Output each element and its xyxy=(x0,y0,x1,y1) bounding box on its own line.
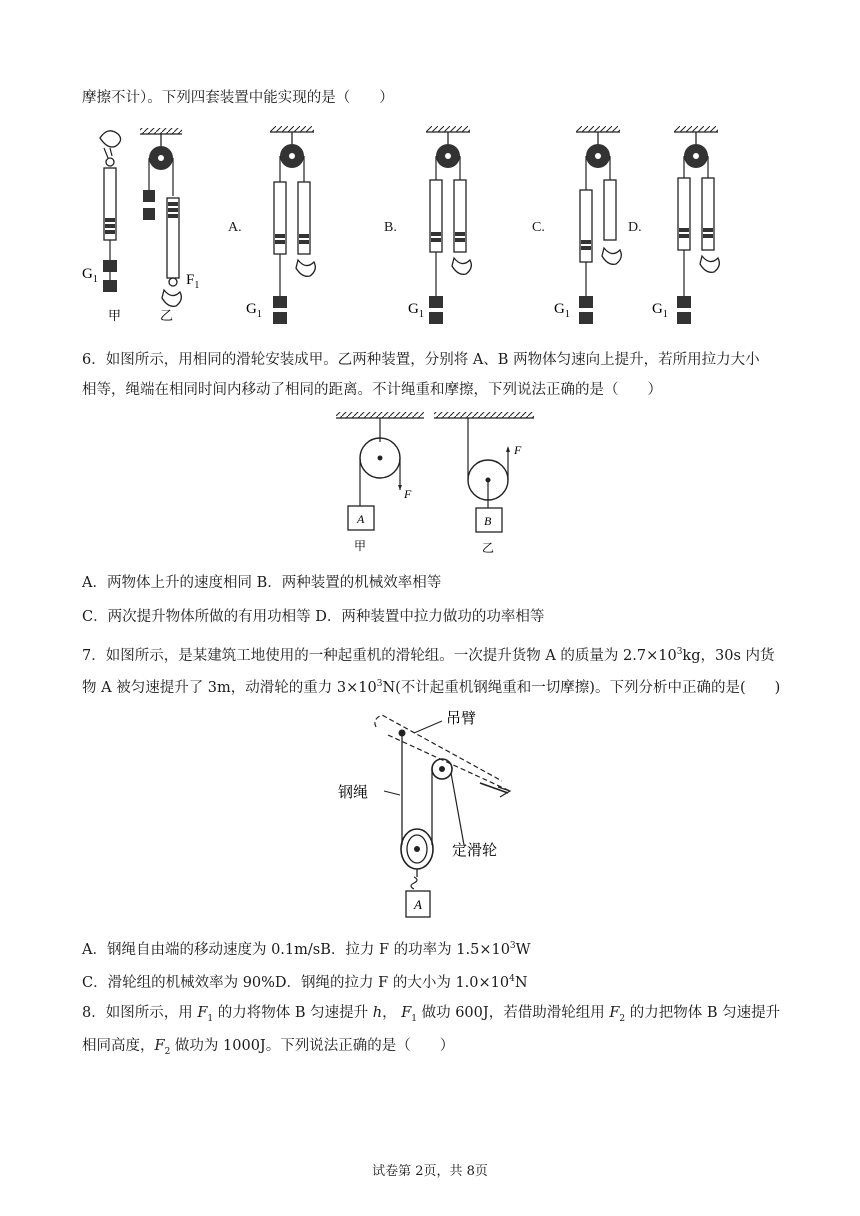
q5-yi-label: 乙 xyxy=(160,308,174,323)
q6-yi-force-label: F xyxy=(514,443,522,457)
q5-option-c-device xyxy=(576,126,621,324)
q6-stem-line-2: 相等，绳端在相同时间内移动了相同的距离。不计绳重和摩擦，下列说法正确的是（ ） xyxy=(82,382,662,398)
q5-option-b: B. xyxy=(384,220,397,235)
q5-jia-label: 甲 xyxy=(108,308,122,323)
q5-jia-g1-label: $G_1$ xyxy=(82,266,98,285)
q5-option-d: D. xyxy=(628,220,642,235)
q6-jia-force-label: F xyxy=(404,487,412,501)
q5-option-b-g1: $G_1$ xyxy=(408,301,424,320)
q7-options-cd: C．滑轮组的机械效率为 90%D．钢绳的拉力 F 的大小为 $1.0\times 10^4N$ xyxy=(82,974,528,991)
q8-stem-line-1: 8．如图所示，用 $F_1$ 的力将物体 B 匀速提升 h， $F_1$ 做功 600J，若借助滑轮组用 $F_2$ 的力把物体 B 匀速提升 xyxy=(82,1005,781,1024)
q7-block-a-label: A xyxy=(414,897,422,912)
q7-rope-label: 钢绳 xyxy=(338,785,369,801)
q6-options-cd: C．两次提升物体所做的有用功相等 D．两种装置中拉力做功的功率相等 xyxy=(82,609,545,625)
q7-stem-line-2: 物 A 被匀速提升了 3m，动滑轮的重力 $3\times 10^3N$(不计起重机钢绳重和一切摩擦)。下列分析中正确的是( ) xyxy=(82,679,781,696)
q5-option-d-device xyxy=(674,126,719,324)
q7-stem-line-1: 7．如图所示，是某建筑工地使用的一种起重机的滑轮组。一次提升货物 A 的质量为 $2.7\times 10^3kg$，30s 内货 xyxy=(82,647,775,664)
q6-options-ab: A．两物体上升的速度相同 B．两种装置的机械效率相等 xyxy=(82,575,442,591)
q5-yi-setup xyxy=(140,128,182,306)
q5-jia-setup xyxy=(100,131,121,292)
q8-stem-line-2: 相同高度，$F_2$ 做功为 1000J。下列说法正确的是（ ） xyxy=(82,1038,455,1057)
q7-fixed-pulley-label: 定滑轮 xyxy=(452,843,498,859)
q6-block-a-label: A xyxy=(357,512,365,526)
q5-yi-f1-label: $F_1$ xyxy=(186,272,200,291)
q5-option-a: A. xyxy=(228,220,242,235)
q6-figure xyxy=(330,410,540,560)
q6-yi-label: 乙 xyxy=(482,541,495,555)
q6-block-b-label: B xyxy=(484,514,492,528)
q6-stem-line-1: 6．如图所示，用相同的滑轮安装成甲。乙两种装置，分别将 A、B 两物体匀速向上提升，若所用拉力大小 xyxy=(82,352,760,368)
q7-options-ab: A．钢绳自由端的移动速度为 0.1m/sB．拉力 F 的功率为 $1.5\times 10^3W$ xyxy=(82,941,531,958)
q5-stem-line: 摩擦不计）。下列四套装置中能实现的是（ ） xyxy=(82,90,394,106)
q5-option-b-device xyxy=(426,126,471,324)
q5-option-a-g1: $G_1$ xyxy=(246,301,262,320)
q6-jia-label: 甲 xyxy=(354,539,367,553)
page-footer: 试卷第 2页，共 8页 xyxy=(372,1164,488,1179)
q7-crane-figure xyxy=(330,705,530,920)
q5-option-c-g1: $G_1$ xyxy=(554,301,570,320)
q5-option-d-g1: $G_1$ xyxy=(652,301,668,320)
q7-arm-label: 吊臂 xyxy=(446,711,477,727)
q5-option-a-device xyxy=(270,126,315,324)
q5-option-c: C. xyxy=(532,220,545,235)
